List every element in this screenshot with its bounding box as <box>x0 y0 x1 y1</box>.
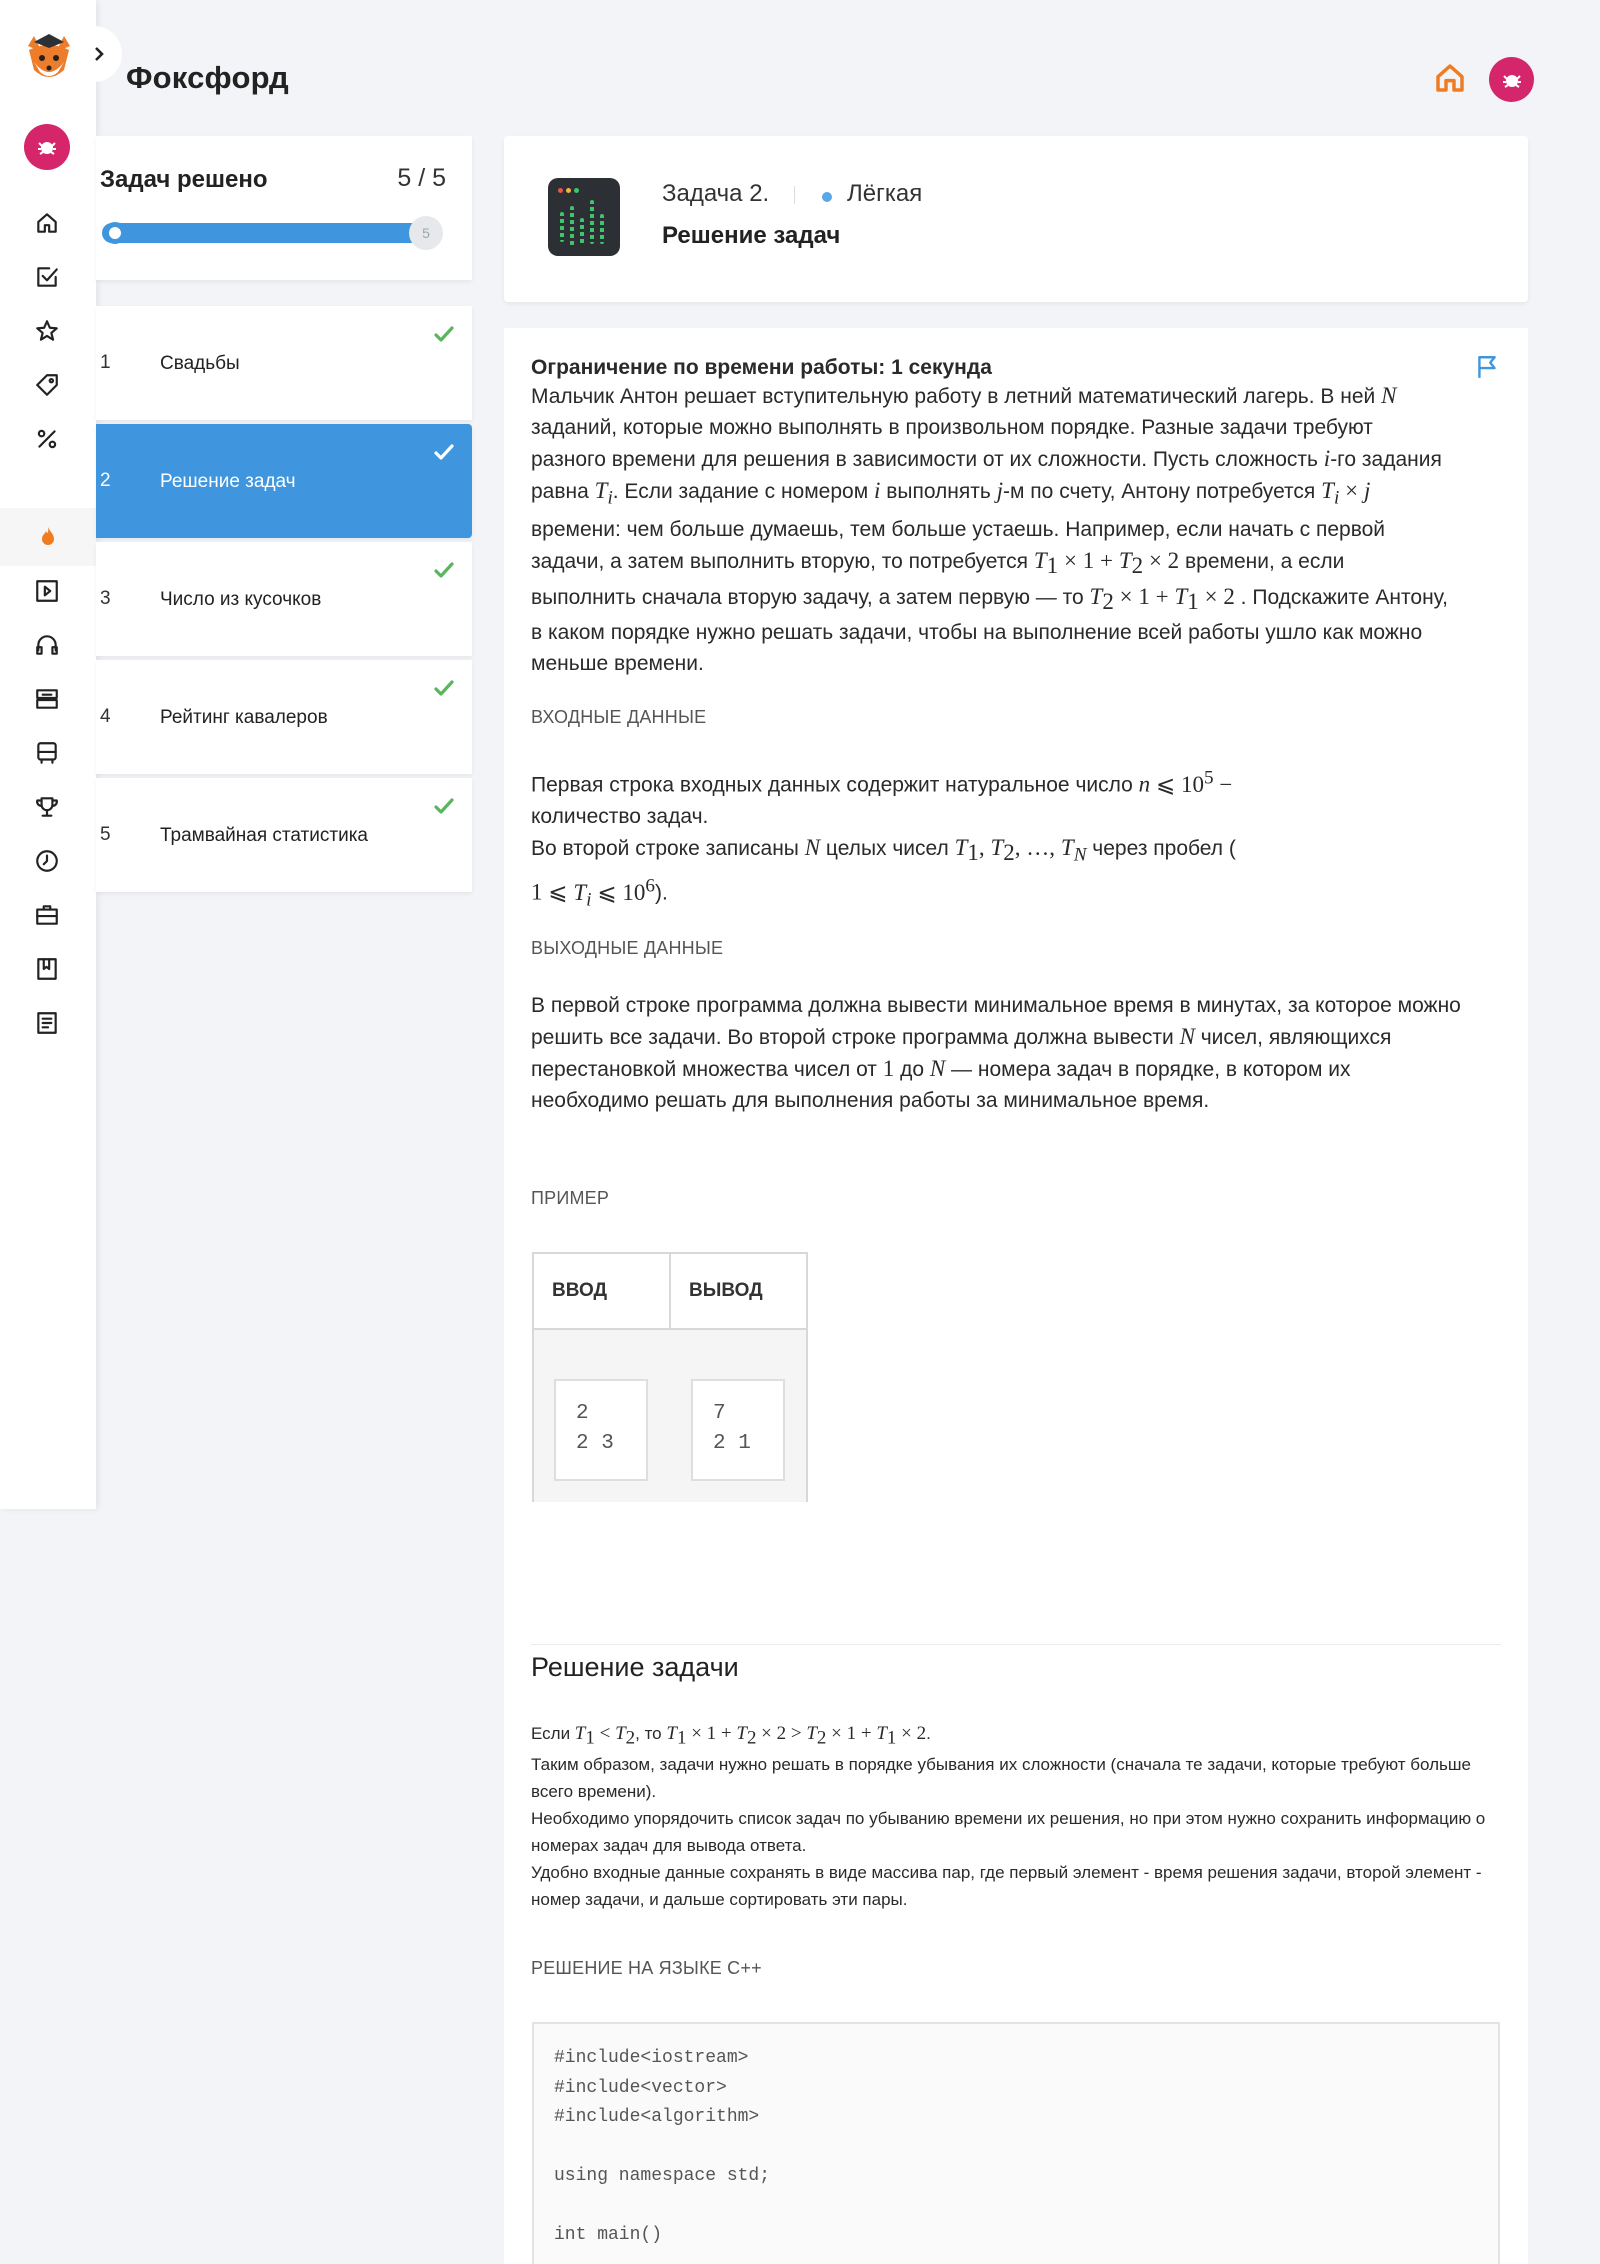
crab-icon <box>1500 68 1524 92</box>
task-number: 5 <box>100 824 111 845</box>
input-header: ВХОДНЫЕ ДАННЫЕ <box>531 707 707 727</box>
progress-title: Задач решено <box>100 166 268 193</box>
task-number: 3 <box>100 588 111 609</box>
clock-icon[interactable] <box>32 846 62 876</box>
nav-rail <box>0 0 96 1509</box>
task-number: 1 <box>100 352 111 373</box>
task-item[interactable] <box>96 306 472 420</box>
terminal-icon <box>548 178 620 256</box>
progress-card <box>96 136 472 280</box>
problem-title: Решение задач <box>662 222 841 249</box>
star-icon[interactable] <box>32 316 62 346</box>
fire-icon[interactable] <box>0 508 96 566</box>
solution-text: Если $T_1 < T_2$, то $T_1 \times 1 + T_2 \times 2 > T_2 \times 1 + T_1 \times 2$. Таким образом, задачи нужно решать в порядке убывания их сложности (сначала те задачи, которые требуют больше всего времени). Необходимо упорядочить список задач по убыванию времени их решения, но при этом нужно сохранить информацию о номерах задач для вывода ответа. Удобно входные данные сохранять в виде массива пар, где первый элемент - время решения задачи, второй элемент - номер задачи, и дальше сортировать эти пары. <box>531 1723 1486 1910</box>
check-icon <box>432 558 456 582</box>
flag-icon <box>1474 354 1500 380</box>
task-name: Число из кусочков <box>160 589 322 610</box>
task-item[interactable] <box>96 424 472 538</box>
trophy-icon[interactable] <box>32 792 62 822</box>
check-square-icon[interactable] <box>32 262 62 292</box>
task-name: Решение задач <box>160 471 296 492</box>
user-avatar[interactable] <box>1489 57 1534 102</box>
layers-icon[interactable] <box>32 684 62 714</box>
home-icon[interactable] <box>32 208 62 238</box>
task-name: Свадьбы <box>160 353 240 374</box>
progress-bar <box>102 223 442 243</box>
solution-title: Решение задачи <box>531 1652 739 1682</box>
report-flag-button[interactable] <box>1474 354 1502 382</box>
header-separator <box>794 186 795 204</box>
example-input[interactable]: 2 2 3 <box>554 1379 648 1481</box>
task-item[interactable] <box>96 778 472 892</box>
expand-sidebar-button[interactable] <box>76 26 122 82</box>
progress-start-knob <box>104 222 126 244</box>
chevron-right-icon <box>90 45 108 63</box>
difficulty-dot <box>822 192 832 202</box>
output-description: В первой строке программа должна вывести минимальное время в минутах, за которое можно решить все задачи. Во второй строке программа должна вывести N чисел, являющихся перестановкой множества чисел от 1 до N — номера задач в порядке, в котором их необходимо решать для выполнения работы за минимальное время. <box>531 994 1461 1112</box>
list-icon[interactable] <box>32 1008 62 1038</box>
logo-fox-icon[interactable] <box>24 32 74 84</box>
difficulty-level: Лёгкая <box>847 180 923 207</box>
task-item[interactable] <box>96 542 472 656</box>
solution-lang-header: РЕШЕНИЕ НА ЯЗЫКЕ C++ <box>531 1958 762 1978</box>
example-output[interactable]: 7 2 1 <box>691 1379 785 1481</box>
check-icon <box>432 440 456 464</box>
home-icon <box>1434 62 1466 94</box>
time-limit: Ограничение по времени работы: 1 секунда <box>531 356 992 379</box>
check-icon <box>432 794 456 818</box>
headphones-icon[interactable] <box>32 630 62 660</box>
check-icon <box>432 322 456 346</box>
task-number: 2 <box>100 470 111 491</box>
home-button[interactable] <box>1434 62 1470 98</box>
task-item[interactable] <box>96 660 472 774</box>
progress-end-marker: 5 <box>409 216 443 250</box>
percent-icon[interactable] <box>32 424 62 454</box>
task-name: Трамвайная статистика <box>160 825 368 846</box>
problem-number: Задача 2. <box>662 180 770 207</box>
briefcase-icon[interactable] <box>32 900 62 930</box>
tag-icon[interactable] <box>32 370 62 400</box>
example-table <box>532 1252 808 1502</box>
code-block[interactable]: #include<iostream> #include<vector> #include<algorithm> using namespace std; int main() <box>532 2022 1500 2264</box>
output-header: ВЫХОДНЫЕ ДАННЫЕ <box>531 938 724 958</box>
example-header: ПРИМЕР <box>531 1188 610 1208</box>
avatar-crab-icon[interactable] <box>24 124 70 170</box>
input-description: Первая строка входных данных содержит натуральное число n ⩽ $10^5$ − количество задач. Во второй строке записаны N целых чисел $T_1$, $T_2$, …, $T_N$ через пробел ( 1 ⩽ $T_i$ ⩽ $10^6$). <box>531 767 1236 911</box>
bus-icon[interactable] <box>32 738 62 768</box>
check-icon <box>432 676 456 700</box>
example-input-header: ВВОД <box>552 1280 608 1301</box>
play-square-icon[interactable] <box>32 576 62 606</box>
progress-count: 5 / 5 <box>397 164 446 192</box>
brand-title[interactable]: Фоксфорд <box>126 60 289 95</box>
problem-header-card <box>504 136 1528 302</box>
task-number: 4 <box>100 706 111 727</box>
problem-statement: Мальчик Антон решает вступительную работу в летний математический лагерь. В ней N заданий, которые можно выполнять в произвольном порядке. Разные задачи требуют разного времени для решения в зависимости от их сложности. Пусть сложность i-го задания равна $T_i$. Если задание с номером i выполнять j-м по счету, Антону потребуется $T_i \times j$ времени: чем больше думаешь, тем больше устаешь. Например, если начать с первой задачи, а затем выполнить вторую, то потребуется $T_1 \times 1 + T_2 \times 2$ времени, а если выполнить сначала вторую задачу, а затем первую — то $T_2 \times 1 + T_1 \times 2$ . Подскажите Антону, в каком порядке нужно решать задачи, чтобы на выполнение всей работы ушло как можно меньше времени. <box>531 383 1448 675</box>
progress-fill <box>102 223 442 243</box>
task-name: Рейтинг кавалеров <box>160 707 328 728</box>
section-divider <box>531 1644 1501 1645</box>
example-output-header: ВЫВОД <box>689 1280 763 1301</box>
book-icon[interactable] <box>32 954 62 984</box>
